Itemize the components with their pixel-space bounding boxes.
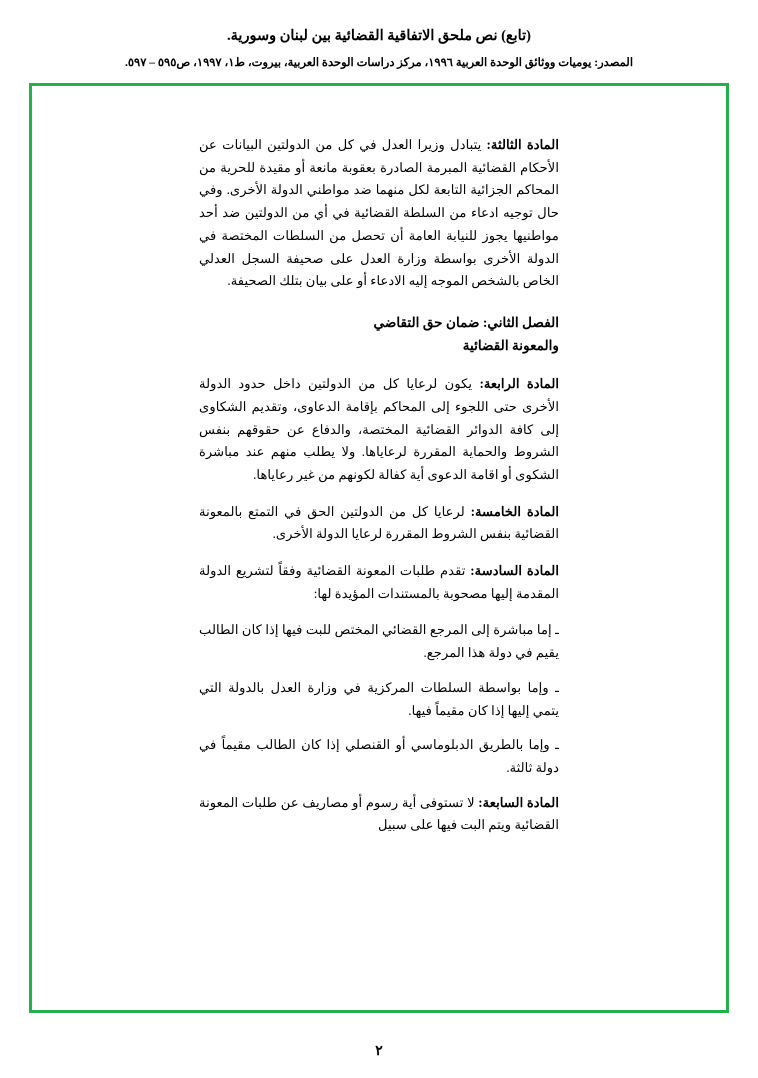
bullet-item-1: ـ إما مباشرة إلى المرجع القضائي المختص للبت فيها إذا كان الطالب يقيم في دولة هذا المرجع.	[199, 622, 559, 661]
article-5-label: المادة الخامسة:	[470, 503, 559, 519]
article-7-label: المادة السابعة:	[478, 794, 559, 810]
article-7-paragraph	[199, 792, 559, 837]
document-header	[28, 28, 730, 69]
article-6-text: تقدم طلبات المعونة القضائية وفقاً لتشريع الدولة المقدمة إليها مصحوبة بالمستندات المؤيدة لها:	[199, 563, 559, 601]
article-5-paragraph	[199, 501, 559, 546]
document-body	[32, 86, 726, 1010]
article-3-text: يتبادل وزيرا العدل في كل من الدولتين البيانات عن الأحكام القضائية المبرمة الصادرة بعقوبة مانعة أو مقيدة للحرية من المحاكم الجزائية التابعة لكل منهما ضد مواطني الدولة الأخرى. وفي حال توجيه ادعاء من السلطة القضائية في أي من الدولتين ضد أحد مواطنيها يجوز للنيابة العامة أن تحصل من السلطات المختصة في الدولة الأخرى بواسطة وزارة العدل على صحيفة السجل العدلي الخاص بالشخص الموجه إليه الادعاء أو على بيان بتلك الصحيفة.	[199, 137, 559, 289]
chapter-2-heading-line-1: الفصل الثاني: ضمان حق التقاضي	[373, 314, 559, 330]
article-6-label: المادة السادسة:	[470, 563, 559, 579]
chapter-2-heading-line-2: والمعونة القضائية	[462, 338, 559, 354]
article-4-paragraph	[199, 373, 559, 487]
article-4-label: المادة الرابعة:	[479, 376, 559, 392]
bullet-item-2: ـ وإما بواسطة السلطات المركزية في وزارة العدل بالدولة التي يتمي إليها إذا كان مقيماً فيها.	[199, 679, 559, 718]
page-title: (تابع) نص ملحق الاتفاقية القضائية بين لبنان وسورية.	[227, 28, 531, 44]
source-line: المصدر: يوميات ووثائق الوحدة العربية ١٩٩٦، مركز دراسات الوحدة العربية، بيروت، ط١، ١٩٩٧، ص٥٩٥ – ٥٩٧.	[124, 57, 634, 69]
article-6-paragraph	[199, 560, 559, 605]
green-border-frame	[29, 83, 729, 1013]
article-4-text: يكون لرعايا كل من الدولتين داخل حدود الدولة الأخرى حتى اللجوء إلى المحاكم بإقامة الدعاوى، وتقديم الشكاوى إلى كافة الدوائر القضائية المختصة، والدفاع عن حقوقهم بنفس الشروط والحماية المقررة لرعاياها. ولا يطلب منهم عند مباشرة الشكوى أو اقامة الدعوى أية كفالة لكونهم من غير رعاياها.	[199, 376, 559, 482]
article-7-text: لا تستوفى أية رسوم أو مصاريف عن طلبات المعونة القضائية ويتم البت فيها على سبيل	[199, 794, 559, 833]
article-5-text: لرعايا كل من الدولتين الحق في التمتع بالمعونة القضائية بنفس الشروط المقررة لرعايا الدولة الأخرى.	[199, 503, 559, 542]
chapter-2-heading	[199, 311, 559, 357]
bullet-item-3: ـ وإما بالطريق الدبلوماسي أو القنصلي إذا كان الطالب مقيماً في دولة ثالثة.	[199, 737, 559, 775]
page-number: ٢	[375, 1044, 383, 1059]
article-3-label: المادة الثالثة:	[486, 137, 559, 152]
text-column	[199, 134, 559, 837]
article-3-paragraph	[199, 134, 559, 293]
